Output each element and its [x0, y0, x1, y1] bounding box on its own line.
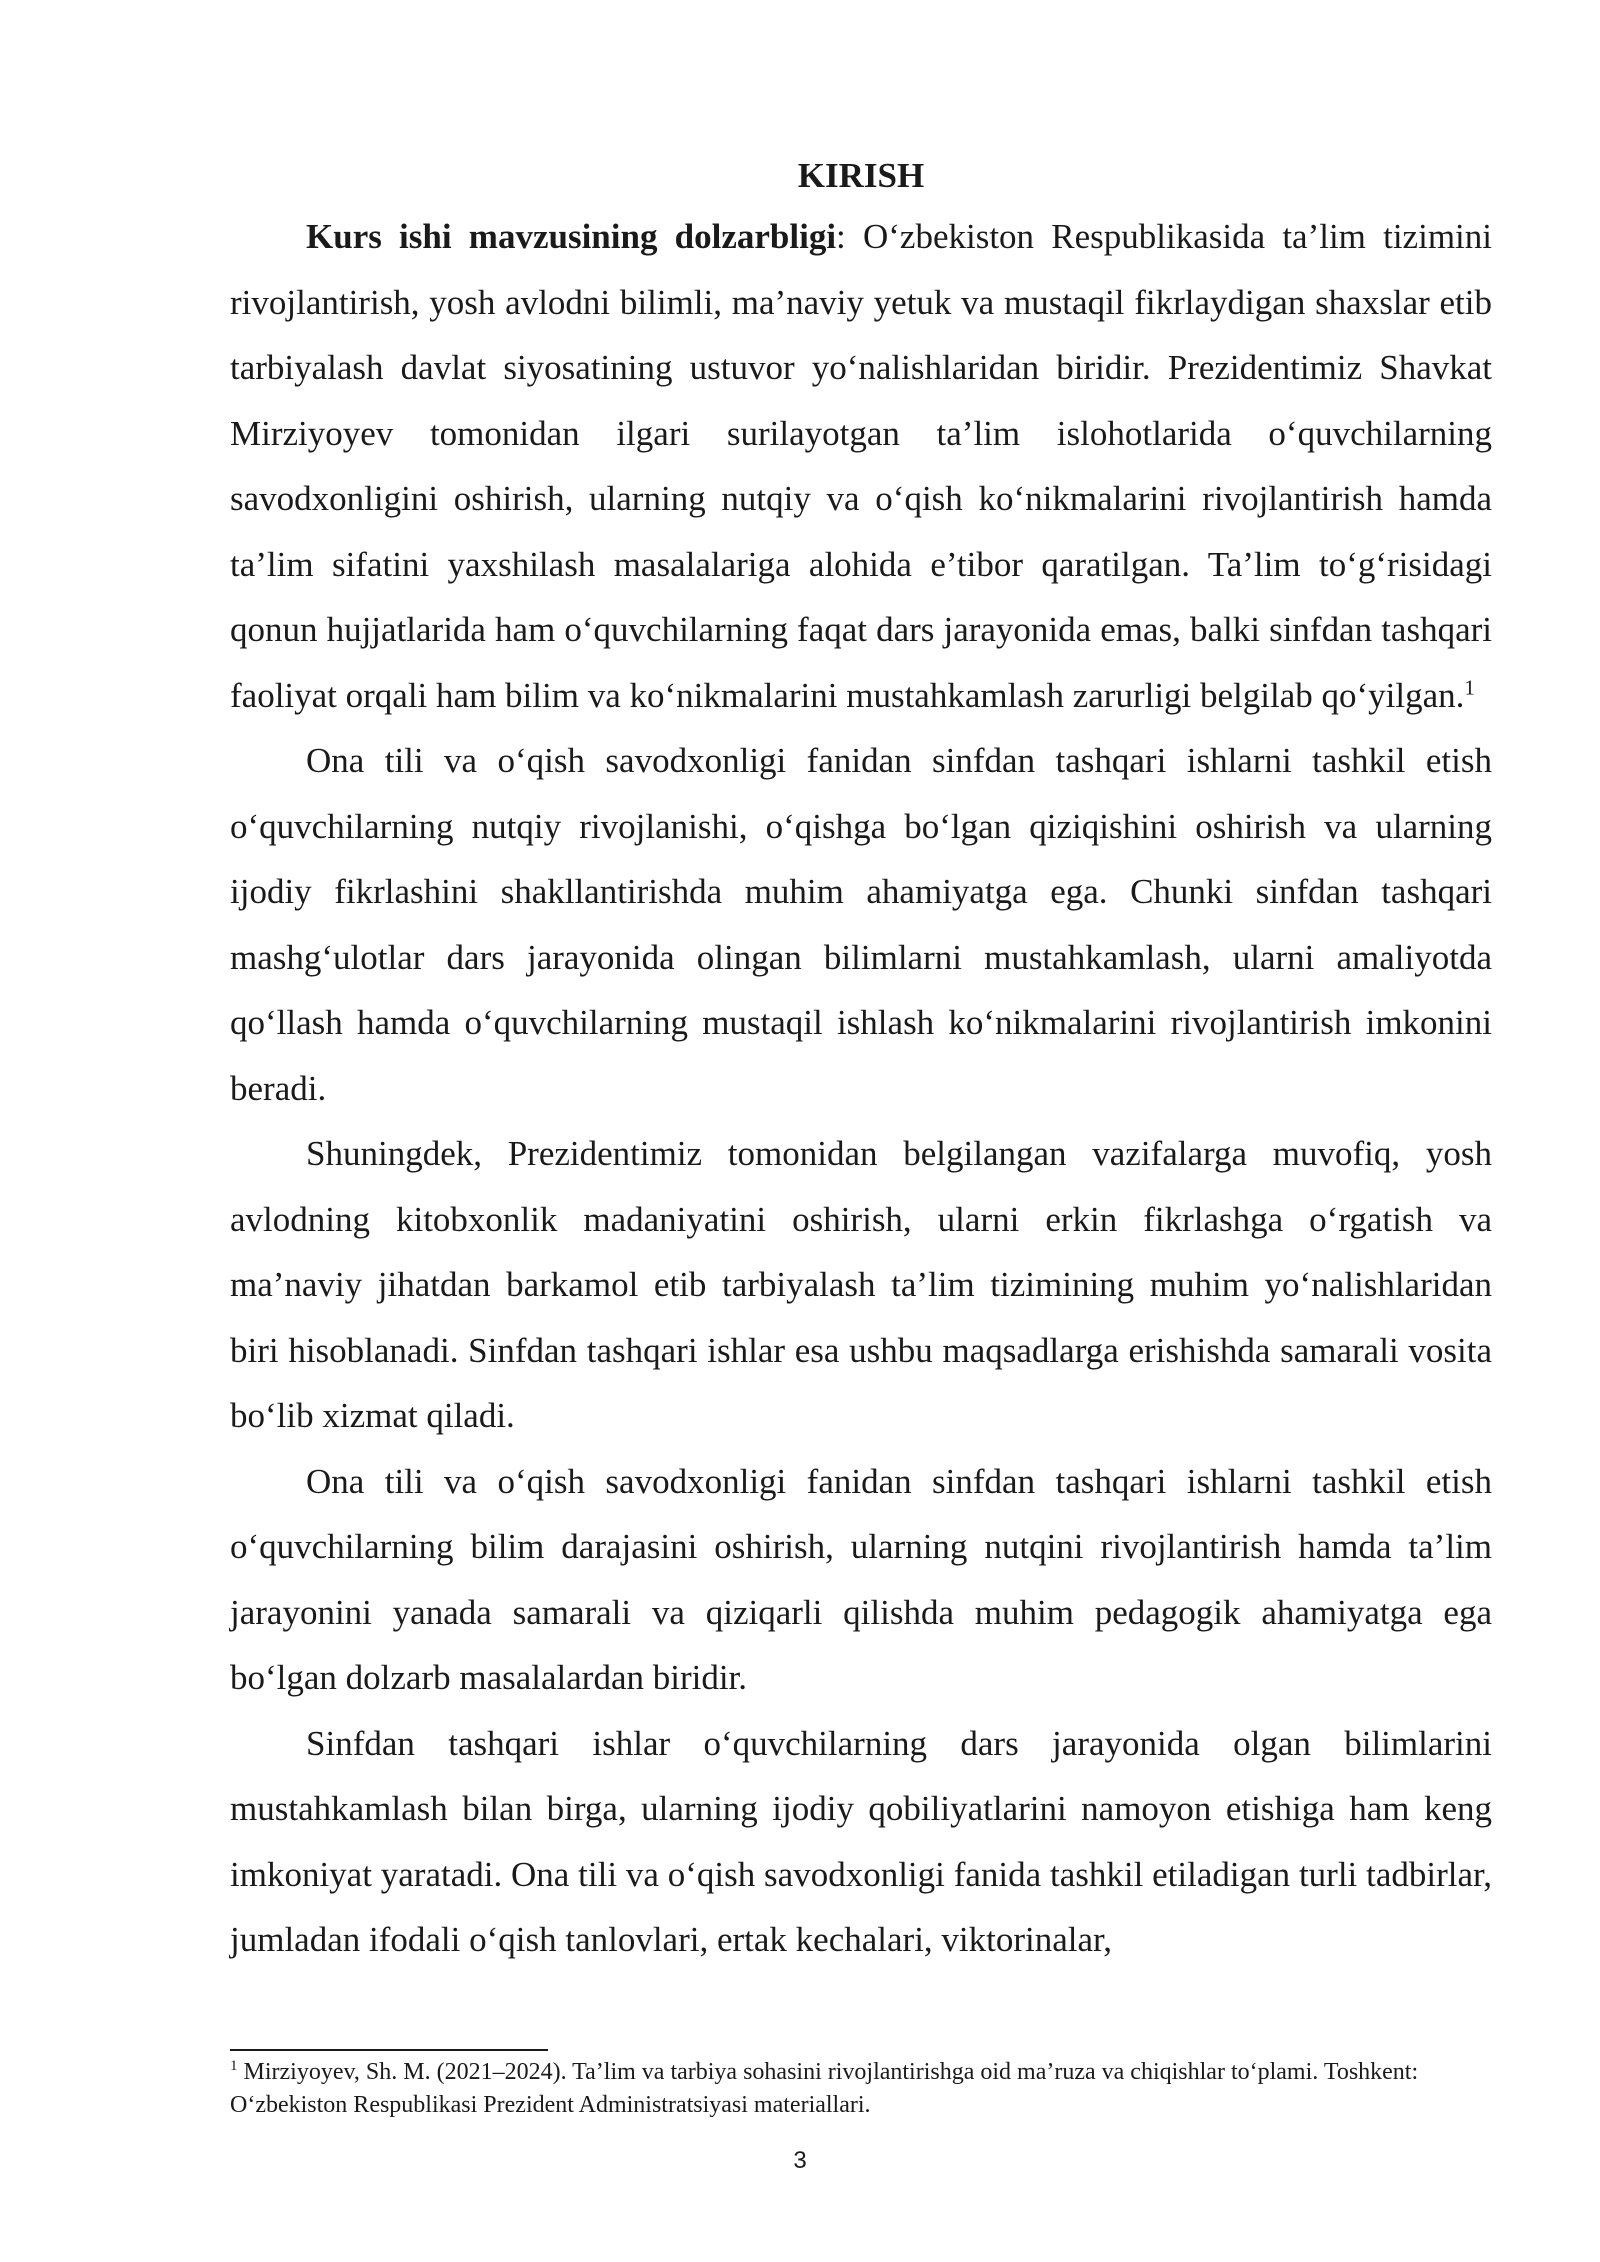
footnote-separator — [230, 2049, 548, 2051]
footnote-marker: 1 — [230, 2058, 238, 2074]
paragraph: Shuningdek, Prezidentimiz tomonidan belgilangan vazifalarga muvofiq, yosh avlodning kitobxonlik madaniyatini oshirish, ularni erkin fikrlashga o‘rgatish va ma’naviy jihatdan barkamol etib tarbiyalash ta’lim tizimining muhim yo‘nalishlaridan biri hisoblanadi. Sinfdan tashqari ishlar esa ushbu maqsadlarga erishishda samarali vosita bo‘lib xizmat qiladi. — [230, 1134, 1492, 1435]
document-page — [230, 148, 1492, 1973]
footnote — [230, 2056, 1492, 2122]
paragraph: Ona tili va o‘qish savodxonligi fanidan sinfdan tashqari ishlarni tashkil etish o‘quvchilarning nutqiy rivojlanishi, o‘qishga bo‘lgan qiziqishini oshirish va ularning ijodiy fikrlashini shakllantirishda muhim ahamiyatga ega. Chunki sinfdan tashqari mashg‘ulotlar dars jarayonida olingan bilimlarni mustahkamlash, ularni amaliyotda qo‘llash hamda o‘quvchilarning mustaqil ishlash ko‘nikmalarini rivojlantirish imkonini beradi. — [230, 741, 1492, 1108]
paragraph: Ona tili va o‘qish savodxonligi fanidan sinfdan tashqari ishlarni tashkil etish o‘quvchilarning bilim darajasini oshirish, ularning nutqini rivojlantirish hamda ta’lim jarayonini yanada samarali va qiziqarli qilishda muhim pedagogik ahamiyatga ega bo‘lgan dolzarb masalalardan biridir. — [230, 1461, 1492, 1697]
paragraph-text: : O‘zbekiston Respublikasida ta’lim tizimini rivojlantirish, yosh avlodni bilimli, ma’naviy yetuk va mustaqil fikrlaydigan shaxslar etib tarbiyalash davlat siyosatining ustuvor yo‘nalishlaridan biridir. Prezidentimiz Shavkat Mirziyoyev tomonidan ilgari surilayotgan ta’lim islohotlarida o‘quvchilarning savodxonligini oshirish, ularning nutqiy va o‘qish ko‘nikmalarini rivojlantirish hamda ta’lim sifatini yaxshilash masalalariga alohida e’tibor qaratilgan. Ta’lim to‘g‘risidagi qonun hujjatlarida ham o‘quvchilarning faqat dars jarayonida emas, balki sinfdan tashqari faoliyat orqali ham bilim va ko‘nikmalarini mustahkamlash zarurligi belgilab qo‘yilgan. — [230, 217, 1492, 715]
footnote-reference[interactable]: 1 — [1464, 674, 1475, 699]
paragraph: Sinfdan tashqari ishlar o‘quvchilarning dars jarayonida olgan bilimlarini mustahkamlash bilan birga, ularning ijodiy qobiliyatlarini namoyon etishiga ham keng imkoniyat yaratadi. Ona tili va o‘qish savodxonligi fanida tashkil etiladigan turli tadbirlar, jumladan ifodali o‘qish tanlovlari, ertak kechalari, viktorinalar, — [230, 1723, 1492, 1959]
paragraph-relevance — [230, 204, 1492, 728]
page-number: 3 — [793, 2147, 807, 2174]
paragraph-lead-label: Kurs ishi mavzusining dolzarbligi — [306, 217, 837, 256]
section-heading: KIRISH — [797, 156, 925, 195]
footnote-text: Mirziyoyev, Sh. M. (2021–2024). Ta’lim va tarbiya sohasini rivojlantirishga oid ma’ruza va chiqishlar to‘plami. Toshkent: O‘zbekiston Respublikasi Prezident Administratsiyasi materiallari. — [230, 2059, 1419, 2118]
